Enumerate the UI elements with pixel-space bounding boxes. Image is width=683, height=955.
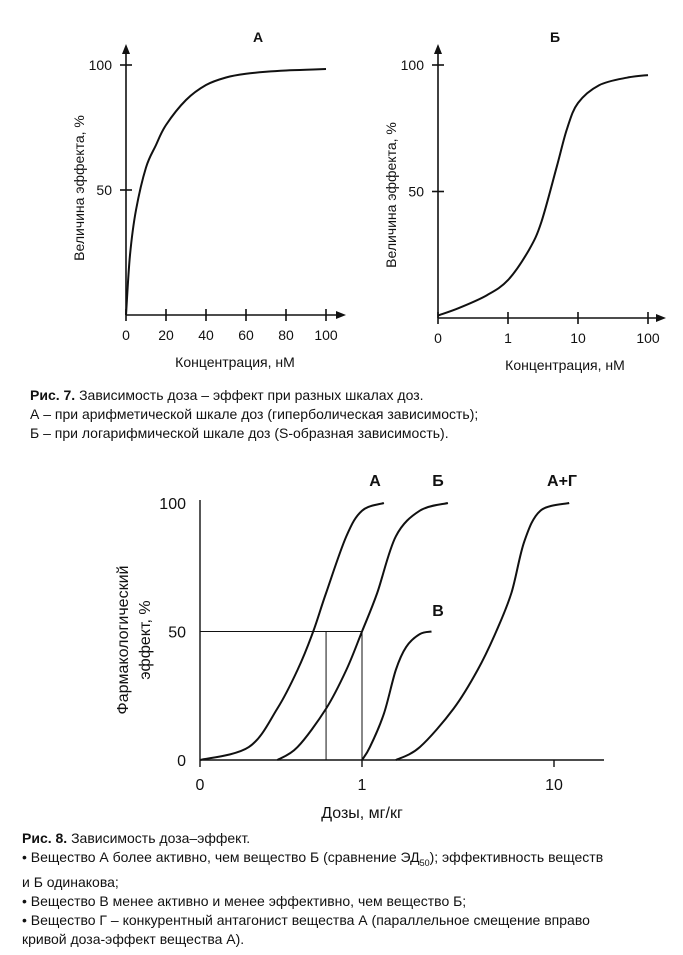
- caption-fig7-text: Зависимость доза – эффект при разных шкалах доз.: [75, 387, 424, 403]
- chart-c-x-tick-label: 10: [545, 777, 563, 794]
- chart-b-xlabel: Концентрация, нМ: [505, 357, 625, 373]
- chart-b-x-tick-label: 100: [636, 330, 660, 346]
- chart-a: [71, 29, 346, 370]
- chart-c-series-label: Б: [432, 473, 444, 490]
- chart-a-x-tick-label: 40: [198, 327, 214, 343]
- chart-c-y-tick-label: 100: [159, 496, 186, 513]
- chart-a-x-tick-label: 20: [158, 327, 174, 343]
- caption-fig8-line4: • Вещество Г – конкурентный антагонист вещества А (параллельное смещение вправо: [22, 911, 590, 928]
- chart-b: [383, 29, 666, 373]
- chart-b-x-arrow: [656, 314, 666, 322]
- chart-a-y-arrow: [122, 44, 130, 54]
- chart-b-ylabel: Величина эффекта, %: [383, 122, 399, 268]
- chart-b-y-tick-label: 100: [400, 57, 424, 73]
- chart-a-x-tick-label: 80: [278, 327, 294, 343]
- chart-a-y-tick-label: 50: [96, 182, 112, 198]
- chart-a-x-tick-label: 100: [314, 327, 338, 343]
- chart-a-curve: [126, 69, 326, 315]
- chart-c-series-label: А+Г: [547, 473, 577, 490]
- chart-b-x-tick-label: 1: [504, 330, 512, 346]
- chart-a-x-tick-label: 60: [238, 327, 254, 343]
- caption-fig8: [22, 829, 603, 949]
- chart-b-title: Б: [549, 29, 561, 45]
- caption-fig7: [30, 386, 478, 443]
- chart-b-y-tick-label: 50: [408, 183, 424, 200]
- chart-a-ylabel: Величина эффекта, %: [71, 115, 87, 261]
- caption-fig8-line1-post: ); эффективность веществ: [429, 849, 604, 865]
- caption-fig8-line1-pre: • Вещество А более активно, чем вещество Б (сравнение ЭД: [22, 849, 420, 865]
- chart-a-x-tick-label: 0: [122, 327, 130, 343]
- caption-fig8-text: Зависимость доза–эффект.: [67, 830, 251, 846]
- chart-a-x-arrow: [336, 311, 346, 319]
- chart-b-x-tick-label: 10: [570, 330, 586, 346]
- caption-fig8-line2: и Б одинакова;: [22, 873, 119, 890]
- chart-a-y-tick-label: 100: [88, 57, 112, 73]
- chart-a-xlabel: Концентрация, нМ: [175, 354, 295, 370]
- caption-fig7-line-b: Б – при логарифмической шкале доз (S-образная зависимость).: [30, 425, 449, 441]
- chart-a-title: А: [252, 29, 264, 45]
- chart-b-curve: [438, 75, 648, 315]
- chart-c-xlabel: Дозы, мг/кг: [321, 805, 403, 822]
- caption-fig7-label: Рис. 7.: [30, 387, 76, 403]
- caption-fig8-line3: • Вещество В менее активно и менее эффективно, чем вещество Б;: [22, 892, 467, 909]
- chart-c-series-label: В: [432, 603, 444, 620]
- chart-c-x-tick-label: 0: [195, 777, 205, 794]
- chart-c-ylabel-line1: Фармакологический: [115, 565, 132, 715]
- chart-c-y-tick-label: 50: [168, 624, 186, 642]
- chart-c: [115, 473, 604, 822]
- caption-fig7-title-line: [30, 386, 478, 405]
- chart-c-y-tick-label: 0: [177, 753, 186, 770]
- chart-c-ylabel-line2: эффект, %: [137, 600, 154, 680]
- chart-b-y-arrow: [434, 44, 442, 54]
- chart-c-x-tick-label: 1: [357, 777, 367, 794]
- caption-fig8-line1: [22, 848, 603, 873]
- caption-fig8-line5: кривой доза-эффект вещества А).: [22, 930, 245, 947]
- chart-c-series-label: А: [369, 473, 381, 490]
- caption-fig8-line1-sub: 50: [419, 857, 430, 868]
- chart-b-x-tick-label: 0: [434, 330, 442, 346]
- caption-fig7-line-a: А – при арифметической шкале доз (гиперболическая зависимость);: [30, 406, 479, 422]
- chart-c-curve: [362, 632, 432, 761]
- caption-fig8-title-line: [22, 829, 603, 848]
- caption-fig8-label: Рис. 8.: [22, 830, 68, 846]
- chart-c-curve: [396, 503, 569, 760]
